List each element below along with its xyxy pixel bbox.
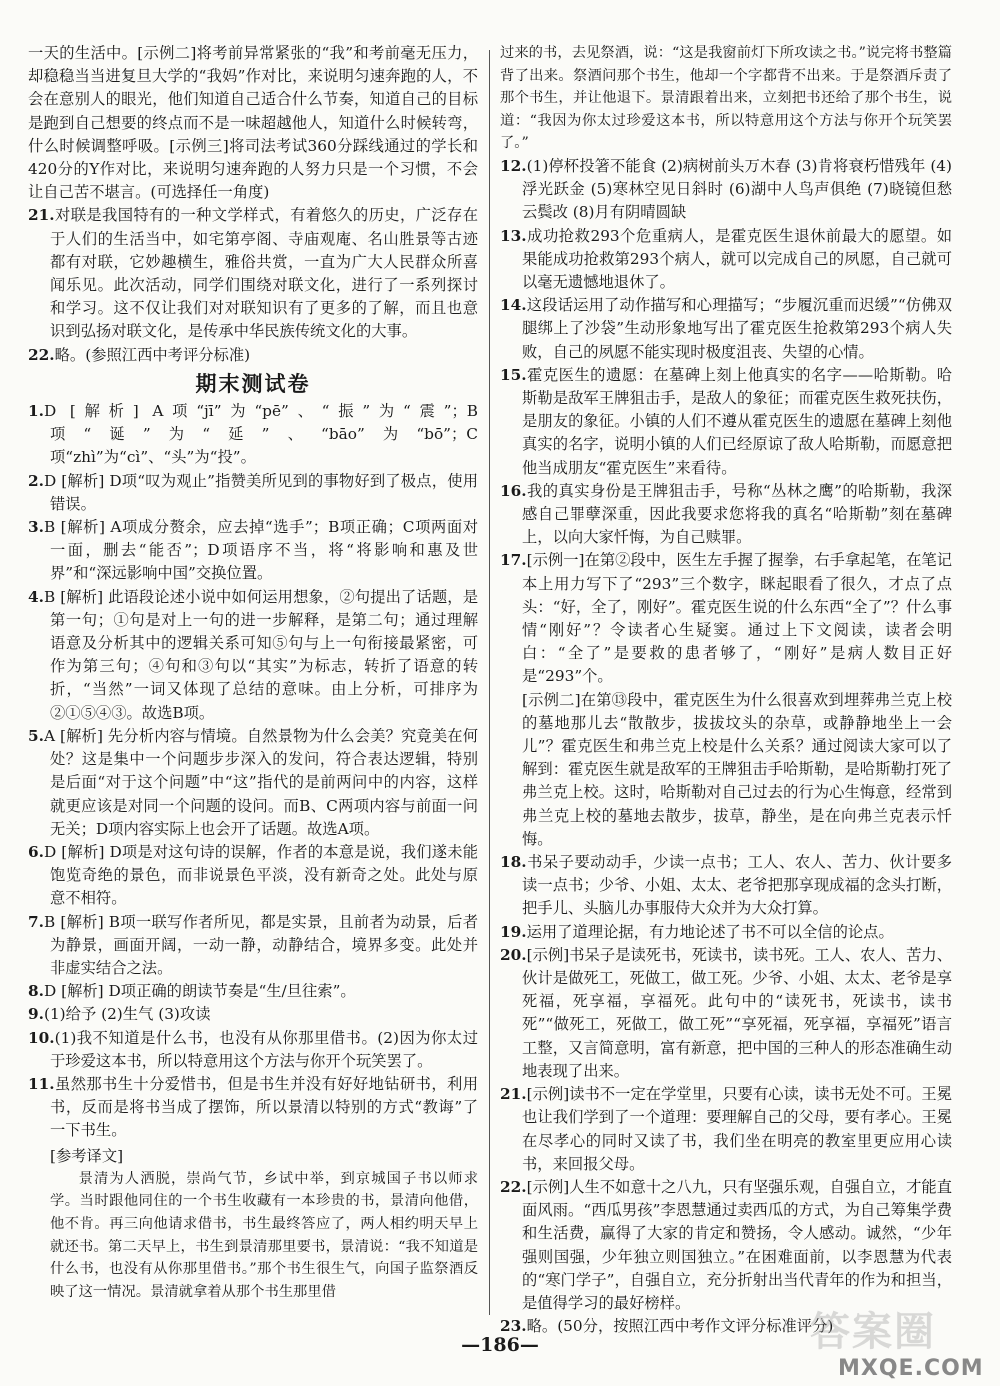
answer-text: [示例]书呆子是读死书，死读书，读书死。工人、农人、苦力、伙计是做死工，死做工，做工死。少爷、小姐、太太、老爷是享死福，死享福，享福死。此句中的“读死书，死读书，读书死”“做死工，死做工，做工死”“享死福，死享福，享福死”语言工整，又言简意明，富有新意，把中国的三种人的形态准确生动地表现了出来。	[522, 945, 952, 1080]
answer-item	[28, 1073, 478, 1143]
answer-text: 我的真实身份是王牌狙击手，号称“丛林之鹰”的哈斯勒，我深感自己罪孽深重，因此我要求您将我的真名“哈斯勒”刻在墓碑上，以向大家忏悔，为自己赎罪。	[522, 481, 952, 547]
answer-text: 书呆子要动动手，少读一点书；工人、农人、苦力、伙计要多读一点书；少爷、小姐、太太、老爷把那享现成福的念头打断，把手儿、头脑儿办事服侍大众并为大众打算。	[522, 853, 952, 918]
example-two-paragraph: [示例二]在第⑬段中，霍克医生为什么很喜欢到埋葬弗兰克上校的墓地那儿去“散散步，拔拔坟头的杂草，或静静地坐上一会儿”？霍克医生和弗兰克上校是什么关系？通过阅读大家可以了解到：霍克医生就是敌军的王牌狙击手哈斯勒，是哈斯勒打死了弗兰克上校。这时，哈斯勒对自己过去的行为心生悔意，经常到弗兰克上校的墓地去散步，拔草，静坐，是在向弗兰克表示忏悔。	[522, 690, 952, 848]
continued-paragraph: 一天的生活中。[示例二]将考前异常紧张的“我”和考前毫无压力，却稳稳当当进复旦大学的“我妈”作对比，来说明匀速奔跑的人，不会在意别人的眼光，他们知道自己适合什么节奏，知道自己的目标是跑到自己想要的终点而不是一味超越他人，知道什么时候转弯，什么时候调整呼吸。[示例三]将司法考试360分踩线通过的学长和420分的Y作对比，来说明匀速奔跑的人努力只是一个习惯，不会让自己苦不堪言。(可选择任一角度)	[28, 44, 478, 202]
answer-number: 11.	[28, 1074, 55, 1093]
answer-number: 22.	[28, 345, 55, 364]
answer-text: A [解析] 先分析内容与情境。自然景物为什么会美？究竟美在何处？这是集中一个问题步步深入的发问，符合表达逻辑，特别是后面“对于这个问题”中“这”指代的是前两问中的内容，这样就更应该是对同一个问题的设问。而B、C两项内容与前面一问无关；D项内容实际上也会开了话题。故选A项。	[43, 726, 478, 838]
answer-number: 4.	[28, 587, 44, 606]
answer-number: 5.	[28, 726, 44, 745]
answer-text: B [解析] 此语段论述小说中如何运用想象，②句提出了话题，是第一句；①句是对上一句的进一步解释，是第二句；通过理解语意及分析其中的逻辑关系可知⑤句与上一句衔接最紧密，可作为第三句；④句和③句以“其实”为标志，转折了语意的转折，“当然”一词又体现了总结的意味。由上分析，可排序为②①⑤④③。故选B项。	[43, 587, 478, 722]
answer-number: 1.	[28, 402, 44, 421]
answer-item	[500, 549, 952, 688]
answer-text: D [解析] D项是对这句诗的误解，作者的本意是说，我们遂未能饱览奇绝的景色，而非说景色平淡，没有新奇之处。此处与原意不相符。	[43, 842, 478, 908]
answer-number: 2.	[28, 471, 44, 490]
watermark-site-text: MXQE.COM	[838, 1356, 984, 1381]
answer-text: 运用了道理论据，有力地论述了书不可以全信的论点。	[526, 922, 894, 941]
answer-text: (1)给予 (2)生气 (3)攻读	[43, 1005, 211, 1024]
left-column	[28, 42, 478, 1303]
answer-item	[28, 470, 478, 516]
answer-list-right-2	[500, 851, 952, 1338]
answer-item	[500, 364, 952, 480]
answer-text: [示例一]在第②段中，医生左手握了握拳，右手拿起笔，在笔记本上用力写下了“293”三个数字，眯起眼看了很久，才点了点头：“好，全了，刚好”。霍克医生说的什么东西“全了”？什么事情“刚好”？令读者心生疑窦。通过上下文阅读，读者会明白：“全了”是要救的患者够了，“刚好”是病人数目正好是“293”个。	[522, 551, 952, 686]
watermark-logo-text: 答案圈	[810, 1309, 936, 1355]
answer-item	[28, 725, 478, 841]
answer-item	[28, 1027, 478, 1073]
page-number: —186—	[461, 1334, 539, 1356]
answer-text: D [解析] D项“叹为观止”指赞美所见到的事物好到了极点，使用错误。	[43, 471, 478, 513]
answer-number: 7.	[28, 912, 44, 931]
answer-number: 14.	[500, 296, 527, 315]
answer-item	[28, 516, 478, 586]
answer-item	[28, 400, 478, 470]
answer-list-final-exam	[28, 400, 478, 1143]
answer-number: 9.	[28, 1005, 44, 1024]
answer-text: [示例]人生不如意十之八九，只有坚强乐观，自强自立，才能直面风雨。“西瓜男孩”李恩慧通过卖西瓜的方式，为自己筹集学费和生活费，赢得了大家的肯定和赞扬，令人感动。诚然，“少年强则国强，少年独立则国独立。”在困难面前，以李恩慧为代表的“寒门学子”，自强自立，充分折射出当代青年的作为和担当，是值得学习的最好榜样。	[522, 1177, 952, 1312]
answer-text: 这段话运用了动作描写和心理描写；“步履沉重而迟缓”“仿佛双腿绑上了沙袋”生动形象地写出了霍克医生抢救第293个病人失败，自己的夙愿不能实现时极度沮丧、失望的心情。	[522, 296, 952, 361]
answer-number: 17.	[500, 551, 527, 570]
answer-text: B [解析] B项一联写作者所见，都是实景，且前者为动景，后者为静景，画面开阔，一动一静，动静结合，境界多变。此处并非虚实结合之法。	[43, 912, 478, 977]
answer-text: 霍克医生的遗愿：在墓碑上刻上他真实的名字——哈斯勒。哈斯勒是敌军王牌狙击手，是敌人的象征；而霍克医生救死扶伤，是朋友的象征。小镇的人们不遵从霍克医生的遗愿在墓碑上刻他真实的名字，说明小镇的人们已经原谅了敌人哈斯勒，而愿意把他当成朋友“霍克医生”来看待。	[522, 365, 952, 477]
answer-text: 虽然那书生十分爱惜书，但是书生并没有好好地钻研书，利用书，反而是将书当成了摆饰，所以景清以特别的方式“教诲”了一下书生。	[50, 1074, 478, 1140]
answer-number: 23.	[500, 1317, 527, 1336]
answer-item	[500, 944, 952, 1083]
answer-text: B [解析] A项成分赘余，应去掉“选手”；B项正确；C项两面对一面，删去“能否”；D项语序不当，将“将影响和惠及世界”和“深远影响中国”交换位置。	[43, 518, 478, 583]
section-title: 期末测试卷	[195, 371, 311, 396]
answer-text: 对联是我国特有的一种文学样式，有着悠久的历史，广泛存在于人们的生活当中，如宅第亭阁、寺庙观庵、名山胜景等古迹都有对联，它妙趣横生，雅俗共赏，一直为广大人民群众所喜闻乐见。此次活动，同学们围绕对联文化，进行了一系列探讨和学习。这不仅让我们对对联知识有了更多的了解，而且也意识到弘扬对联文化，是传承中华民族传统文化的大事。	[50, 206, 478, 341]
answer-text: D [解析] D项正确的朗读节奏是“生/旦往索”。	[43, 982, 356, 1001]
reference-translation-title: [参考译文]	[50, 1146, 124, 1165]
answer-item	[500, 1176, 952, 1315]
answer-item	[500, 155, 952, 225]
answer-item	[500, 1083, 952, 1176]
answer-item	[28, 841, 478, 911]
answer-number: 6.	[28, 842, 44, 861]
answer-number: 21.	[500, 1085, 527, 1104]
answer-number: 19.	[500, 922, 527, 941]
answer-number: 12.	[500, 156, 527, 175]
answer-item	[28, 980, 478, 1003]
right-column	[500, 42, 952, 1338]
answer-list-prev	[28, 204, 478, 366]
reference-translation: 景清为人洒脱，崇尚气节，乡试中举，到京城国子书以师求学。当时跟他同住的一个书生收藏有一本珍贵的书，景清向他借，他不肯。再三向他请求借书，书生最终答应了，两人相约明天早上就还书。第二天早上，书生到景清那里要书，景清说：“我不知道是什么书，也没有从你那里借书。”那个书生很生气，向国子监祭酒反映了这一情况。景清就拿着从那个书生那里借	[50, 1170, 478, 1300]
answer-number: 15.	[500, 365, 527, 384]
answer-text: 略。(50分，按照江西中考作文评分标准评分)	[526, 1317, 834, 1336]
answer-number: 18.	[500, 853, 527, 872]
answer-number: 22.	[500, 1177, 527, 1196]
answer-item	[28, 911, 478, 981]
answer-text: 略。(参照江西中考评分标准)	[54, 345, 251, 364]
answer-text: (1)我不知道是什么书，也没有从你那里借书。(2)因为你太过于珍爱这本书，所以特意用这个方法与你开个玩笑罢了。	[50, 1028, 478, 1070]
answer-text: (1)停杯投箸不能食 (2)病树前头万木春 (3)肯将衰朽惜残年 (4)浮光跃金 (5)寒林空见日斜时 (6)湖中人鸟声俱绝 (7)晓镜但愁云鬓改 (8)月有阴晴圆缺	[522, 156, 952, 222]
answer-number: 21.	[28, 206, 55, 225]
answer-text: D [解析] A项“jī”为“pē”、“振”为“震”；B项“诞”为“延”、“bāo”为“bō”；C项“zhì”为“cì”、“头”为“投”。	[43, 402, 478, 467]
answer-number: 10.	[28, 1028, 55, 1047]
answer-item	[28, 344, 478, 367]
translation-continued: 过来的书，去见祭酒，说：“这是我窗前灯下所攻读之书。”说完将书整篇背了出来。祭酒问那个书生，他却一个字都背不出来。于是祭酒斥责了那个书生，并让他退下。景清跟着出来，立刻把书还给了那个书生，说道：“我因为你太过珍爱这本书，所以特意用这个方法与你开个玩笑罢了。”	[500, 45, 952, 152]
answer-item	[28, 1003, 478, 1026]
answer-text: [示例]读书不一定在学堂里，只要有心读，读书无处不可。王冕也让我们学到了一个道理：要理解自己的父母，要有孝心。王冕在尽孝心的同时又读了书，我们坐在明亮的教室里更应用心读书，来回报父母。	[522, 1085, 952, 1173]
answer-item	[500, 851, 952, 921]
answer-number: 3.	[28, 518, 44, 537]
answer-item	[500, 294, 952, 364]
answer-list-right-1	[500, 155, 952, 689]
answer-number: 8.	[28, 982, 44, 1001]
answer-item	[28, 586, 478, 725]
answer-item	[500, 225, 952, 295]
answer-item	[500, 480, 952, 550]
answer-number: 13.	[500, 226, 527, 245]
answer-number: 20.	[500, 945, 527, 964]
answer-text: 成功抢救293个危重病人，是霍克医生退休前最大的愿望。如果能成功抢救第293个病人，就可以完成自己的夙愿，自己就可以毫无遗憾地退休了。	[522, 226, 952, 291]
answer-item	[28, 204, 478, 343]
answer-number: 16.	[500, 481, 527, 500]
answer-item	[500, 921, 952, 944]
column-divider	[489, 50, 490, 1315]
